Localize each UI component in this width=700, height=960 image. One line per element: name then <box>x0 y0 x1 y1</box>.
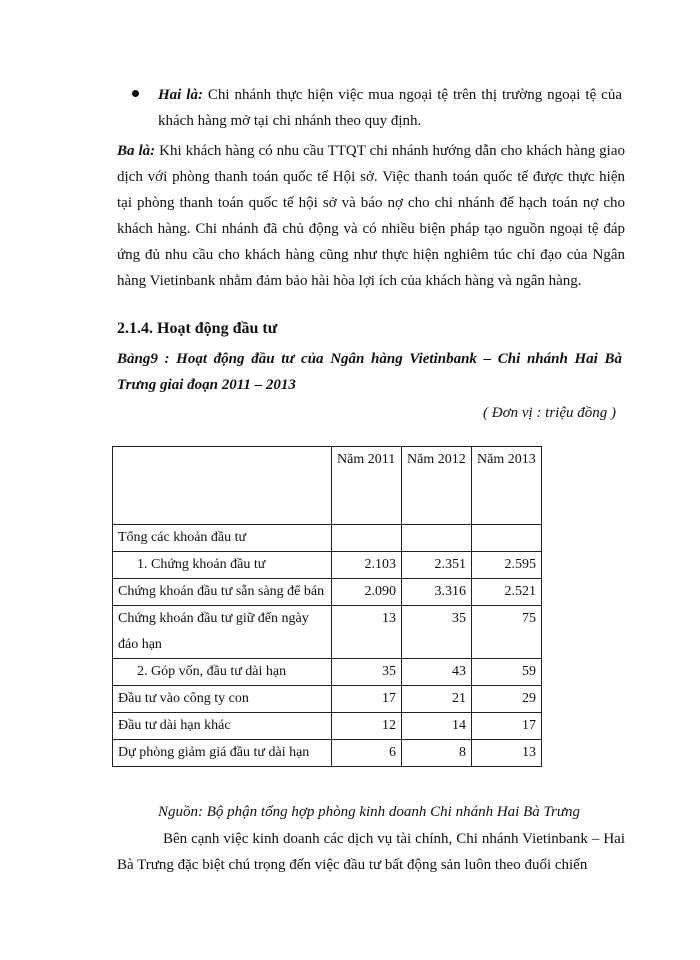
value-2013: 59 <box>472 659 542 686</box>
bullet-item <box>132 82 622 134</box>
value-2013: 2.521 <box>472 579 542 606</box>
value-2011: 13 <box>332 606 402 659</box>
table-row <box>113 713 542 740</box>
row-label: Đầu tư dài hạn khác <box>113 713 332 740</box>
value-2013: 17 <box>472 713 542 740</box>
value-2012: 8 <box>402 740 472 767</box>
value-2011: 2.090 <box>332 579 402 606</box>
bullet-icon <box>132 90 139 97</box>
table-source-note: Nguồn: Bộ phận tổng hợp phòng kinh doanh Chi nhánh Hai Bà Trưng <box>158 804 581 820</box>
section-heading: 2.1.4. Hoạt động đầu tư <box>117 320 278 337</box>
paragraph-body: Khi khách hàng có nhu cầu TTQT chi nhánh hướng dẫn cho khách hàng giao dịch với phòng thanh toán quốc tế Hội sở. Việc thanh toán quốc tế được thực hiện tại phòng thanh toán quốc tế hội sở và báo nợ cho chi nhánh để hạch toán nợ cho khách hàng. Chi nhánh đã chủ động và có nhiều biện pháp tạo nguồn ngoại tệ đáp ứng đủ nhu cầu cho khách hàng cũng như thực hiện nghiêm túc chỉ đạo của Ngân hàng Vietinbank nhằm đảm bảo hài hòa lợi ích của khách hàng và ngân hàng. <box>117 143 625 289</box>
row-label: Đầu tư vào công ty con <box>113 686 332 713</box>
table-row <box>113 525 542 552</box>
paragraph-ba-la <box>117 138 625 294</box>
value-2012: 3.316 <box>402 579 472 606</box>
row-label: Tổng các khoản đầu tư <box>113 525 332 552</box>
table-row <box>113 579 542 606</box>
table-row <box>113 659 542 686</box>
value-2011: 6 <box>332 740 402 767</box>
table-row <box>113 740 542 767</box>
bullet-body: Chi nhánh thực hiện việc mua ngoại tệ trên thị trường ngoại tệ của khách hàng mở tại chi nhánh theo quy định. <box>158 87 622 129</box>
value-2013: 75 <box>472 606 542 659</box>
row-label: Dự phòng giảm giá đầu tư dài hạn <box>113 740 332 767</box>
bullet-lead: Hai là: <box>158 87 203 103</box>
value-2013 <box>472 525 542 552</box>
value-2012: 14 <box>402 713 472 740</box>
value-2013: 2.595 <box>472 552 542 579</box>
row-label: Chứng khoán đầu tư sẵn sàng để bán <box>113 579 332 606</box>
row-label: 1. Chứng khoán đầu tư <box>113 552 332 579</box>
table-row <box>113 552 542 579</box>
row-label: 2. Góp vốn, đầu tư dài hạn <box>113 659 332 686</box>
table-caption: Bảng9 : Hoạt động đầu tư của Ngân hàng Vietinbank – Chi nhánh Hai Bà Trưng giai đoạn 2011 – 2013 <box>117 351 622 393</box>
table-row <box>113 686 542 713</box>
value-2013: 13 <box>472 740 542 767</box>
value-2011 <box>332 525 402 552</box>
row-label: Chứng khoán đầu tư giữ đến ngày đáo hạn <box>113 606 332 659</box>
value-2012 <box>402 525 472 552</box>
paragraph-lead: Ba là: <box>117 143 156 159</box>
value-2012: 35 <box>402 606 472 659</box>
value-2012: 21 <box>402 686 472 713</box>
header-cell-2011: Năm 2011 <box>332 447 402 525</box>
value-2011: 12 <box>332 713 402 740</box>
header-cell-2012: Năm 2012 <box>402 447 472 525</box>
header-cell-2013: Năm 2013 <box>472 447 542 525</box>
unit-note: ( Đơn vị : triệu đồng ) <box>483 405 616 421</box>
investment-table <box>112 446 542 767</box>
header-cell-label <box>113 447 332 525</box>
value-2011: 17 <box>332 686 402 713</box>
value-2012: 2.351 <box>402 552 472 579</box>
paragraph-investment: Bên cạnh việc kinh doanh các dịch vụ tài chính, Chi nhánh Vietinbank – Hai Bà Trưng đặc biệt chú trọng đến việc đầu tư bất động sản luôn theo đuổi chiến <box>117 831 625 873</box>
bullet-text <box>158 82 622 134</box>
table-row <box>113 606 542 659</box>
value-2012: 43 <box>402 659 472 686</box>
value-2011: 35 <box>332 659 402 686</box>
table-header-row <box>113 447 542 525</box>
value-2013: 29 <box>472 686 542 713</box>
value-2011: 2.103 <box>332 552 402 579</box>
